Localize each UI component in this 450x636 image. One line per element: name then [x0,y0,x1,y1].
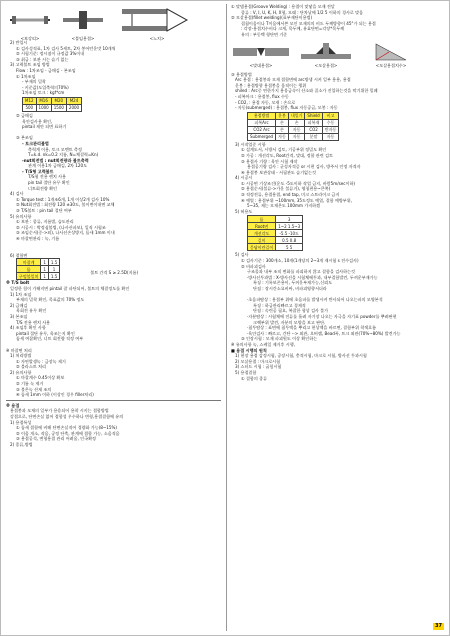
text-line: ② 이음 개소, 작음, 공정 단축, 관계에 접합 가능, 소음적음 [16,430,120,436]
text-line: 종류 : V, I, U, K, H, X형, 모래 : 단차날에 1/2 5 이하의 경사로 맞음 [241,9,364,15]
text-line: 특징 : 기록보존용이, 두꺼운부재가능,신뢰도 [253,280,333,286]
text-line: - 키준값(도입축력의70%) [22,84,69,90]
text-line: 관계 이용1차 금매김, 2차 120도 [28,163,88,169]
text-line: 3) 시작업준 시항 [235,141,266,147]
text-line: 3) 본조임 [10,313,28,319]
text-line: ※ 유의사항 녹, 스케일 제거후 시행, [231,341,295,347]
diagram-caption: <모살용접치수> [375,63,407,69]
table-cell: 손 [276,119,289,126]
table-cell: 5 5 [276,244,303,251]
text-line: ② 기름 녹 제거 [16,381,44,387]
text-line: ·자분탐상 : 시험체에 전류를 흘려 자기장 나오는 자극을 자기표 powder를 뿌려판현 [247,313,397,319]
table-header-cell: Shield [305,112,322,119]
text-line: ① 시공면 기상조건(운도 -5도이하 작업 금지, 바람5m/sec이하) [241,180,356,186]
text-line: 4) 시공시 [235,175,253,181]
weld-intro-line: 용접봉과 모재의 일부가 용융되어 용착 시키는 접합방법 [10,408,109,414]
table-cell: 개선각도 [248,230,276,237]
text-line: ② 비파괴검사 [241,263,266,269]
text-line: ③ 용접방법 [231,71,252,77]
text-line: - 피복아크 : 용접봉, flux 수동 [235,93,289,99]
text-block [231,4,446,38]
text-line: 구조물과 내부 조직 변화를 파괴하지 않고 결함을 검사하는것 [247,269,355,275]
text-line: ③ 조임순서(중->외), 나사선손상방지, 틈새 1mm 이내 [16,230,115,236]
text-line: 부재의 밀착 확인, 목표값의 70% 정도 [16,297,85,303]
table-cell: 1.5 [48,259,59,266]
text-line: 2) 금매김 [10,302,28,308]
text-line: ③ 취급 : 보관 시는 습기 없는 [16,56,69,62]
table-cell: 손 [276,126,289,133]
table-header-cell: 내일기 [288,112,305,119]
text-line: ② 모살용접(fillet welding)(표부재단이용법) [231,15,313,21]
table-cell: 수동 [322,119,339,126]
weld-method-table [247,112,339,141]
table-cell: Submerged [248,133,276,140]
diagram-caption: <붙임용접> [71,35,95,41]
text-line: ① Torque test : 1개조6개, 1개 이상2개 검사 10% [16,196,110,202]
text-line: 크랙부위 발견, 자분의 모양을 보고 판단. [253,319,326,325]
text-line: ④ 마찰면관리 : 녹, 기름 [16,236,60,241]
text-line: 틈세 여잡확인, 너트 회전량 적정 여부 [16,336,84,342]
text-line: 6) 접합면 [10,252,28,258]
table-cell: 1~2 1.5~3 [276,223,303,230]
table-header-cell: M20 [51,97,66,104]
text-block [231,252,446,381]
table-cell: 1 [41,266,49,273]
text-line: - 자동(submerged) : 용접봉, flux 자동공급, 모봉 : 자동 [235,105,338,111]
text-block [231,72,446,111]
column-divider [226,4,227,631]
table-cell: 자동 [288,126,305,133]
text-line: ② 블라스트 처리 [16,364,46,370]
text-block [6,420,221,448]
left-column [6,4,221,448]
text-line: pintail 제안 되면 표하기 [22,124,67,130]
table-cell: 500 [23,104,37,111]
text-line: T/S형 전용 렌치 사용 [28,174,67,180]
text-line: 5) 유의사항 [10,213,32,219]
text-line: 2) 종류,방법 [10,442,33,447]
table-cell: Root면 [248,223,276,230]
text-line: ※ 마찰면 처리 [6,347,32,353]
text-block [231,142,446,215]
table-cell: 자동 [322,133,339,140]
text-line: T=k.d. nk=0.2 지름, N=체결력=Kn) [28,152,99,158]
diagram-attached-weld [59,6,107,40]
text-line: ① 보관 : 종류, 지름별, 습도관리 [16,219,74,225]
text-line: 1) 1차 조임 [10,291,32,297]
text-line: -nut회전법 : nut회전량과 볼트축력 [22,157,89,163]
text-line: ④ 예열 : 용접부위 ~100mm, 35도정도 예열, 결함 예방부위, [241,197,353,203]
text-line: 5~35, 제는 모재온도 100mm 가지하겠 [247,203,321,209]
gap-table [16,258,60,280]
text-line: ① 설계도서, 시방서 검토, 기공부위 정밀도 확인 [241,147,327,153]
table-cell: 틈 [17,266,41,273]
text-line: 단점 : 숙련공 필요, 복잡한 형상 검사 불가 [253,308,329,314]
diagram-notch [112,6,202,40]
text-line: ② 시공시 : 박정심볼법, (나사산파보), 일직 시험조 [16,224,106,230]
text-line: 유의 : 부동맥 형단면 기준 [241,31,288,37]
diagram-reinforcing-band [6,6,54,40]
text-line: ·침투탐상 : 표면에 침투액을 뿌리고 현상액을 바르면, 결함부위 착색흐름 [247,325,377,331]
text-line: ※ T/S bolt [6,280,30,286]
text-line: ■ 용접 시행의 원칙 [231,347,267,353]
text-line: 2) 모살용접 : 마크로시험 [235,358,281,364]
text-line: ① 마찰계수 0.45이상 확보 [16,375,65,381]
table-cell: 1000 [36,104,51,111]
text-line: 겹침이음이나 T이음에서쓴 모인 모재의의 비드 두께방향이 45°가 되는 용접 [241,20,376,26]
text-line: 육안검사용 확인, [22,118,53,124]
text-line: 1) 처리방법 [10,353,32,359]
diagram-caption: <맞대용접> [249,63,273,69]
text-line: ① 검사기준 : 300개소, 10개(1개당의 2~3개 재시험 s 전수검사) [241,258,359,264]
text-line: 너트회전량 확인 [28,185,57,191]
weld-section-title: ※ 용접 [6,402,20,408]
page-number: 37 [435,623,442,629]
text-line: ① 1차조임 [16,73,36,79]
torque-table [22,97,82,112]
table-cell: 길이 [248,237,276,244]
table-header-cell: M12 [23,97,37,104]
divider [6,400,221,401]
text-line: 일정한 힘이 가해지면 pintail 잘 파단되어, 볼트의 체결정도를 확인 [10,285,130,291]
text-line: ② 시험기준: 정시점이 규정값 3%이내 [16,51,85,57]
table-cell: 1 [48,266,59,273]
table-cell: 분말 [305,133,322,140]
text-line: ① 자연발생녹 : 금장녹 제거 [16,358,66,364]
text-line: T/S 전용 렌치 사용 [16,319,51,325]
table-cell: 구멍불일치 [17,273,41,280]
text-line: ① 틈새 접합에 비해 단면손실적어 경량화 가능(8~15%) [16,425,117,431]
text-line: ④ 용접봉 보관상태 - 서필관도 습기없는것 [241,169,316,175]
table-header-cell: M24 [66,97,81,104]
text-line: Flow : 1차조임 - 금매김 - 본조임 [16,67,76,73]
text-block [6,280,221,397]
text-line: 1차조임 토크 : kgf*cm [22,90,65,96]
text-line: ① 맞댐용접(Groove Welding) : 용접이 맞닿을 모재 전달 [231,4,335,9]
text-line: pin tail 절단 유무 확인 [28,180,70,186]
diagram-fillet-size [361,42,421,70]
diagram-caption: <보강띠> [20,35,40,41]
text-line: 5) 용접결함 [235,369,257,375]
text-line: 3) 고력볼트 조임 방법 [10,62,50,68]
table-cell: 1 [41,259,49,266]
gap-note: 볼트 간격 S ≥ 2.5D(지름) [90,270,139,276]
table-cell: 손 [288,119,305,126]
text-line: ② Nut회전법 : 회전량 120 ±30도, 볼이변이내면 교체 [16,202,115,208]
table-cell: 마찰계 [17,259,41,266]
text-line: 4) 검사 [10,191,24,197]
text-line: ② 가공 : 개선각도, Root간격, 맞대, 정합 관련 검토 [241,152,333,158]
text-line: 운봉 : 용접방향 용접봉을 움직이는 행위 [235,82,307,88]
right-column [231,4,446,381]
text-line: ① 검사성적표, 1차 검사 5세트, 2차 봉어던운맛 10개씩 [16,45,116,51]
text-line: 특징 : 하급관리빠르고 경제적 [253,302,306,308]
text-block [6,40,221,96]
text-line: 육회전 유무 확인 [16,308,47,314]
weld-diagrams [231,40,446,70]
text-line: ① 결함의 종류 [241,375,268,381]
text-line: 4) 조임후 확인 사항 [10,325,46,331]
text-line: 축력계 이용, 토크 모멘트 측정 [28,146,82,152]
table-cell: 응답이란길이 [248,244,276,251]
table-cell: 1500 [51,104,66,111]
text-line: - 토크관리볼법 [22,140,49,146]
bolt-diagrams [6,4,221,40]
text-line: Arc 용접 : 용접봉과 모재 접합면에 arc방생 시켜 일부 용용, 용접 [235,77,351,83]
table-cell: 반자동 [322,126,339,133]
text-line: ③ T/S볼트 : pin tail 절단 여부 [16,208,72,214]
text-line: ③ 본조임 [16,135,33,141]
table-cell: 3 [276,216,303,223]
text-line: 2) 반입시 [10,40,28,45]
text-line: ③ 용접공석, 변형용접 관리 어려움, 인국확정 [16,436,97,442]
text-line: : 각장-용접치수비다 크게, 목두께, 유효단면=각장*목두께 [241,26,345,32]
text-line: ·방사선투과법 : X-방사선을 시험체에투과, 내부결함발견, 두꺼운부재가능 [247,274,378,280]
text-line: 2) 유의사항 [10,369,32,375]
table-header-cell: 용접방법 [248,112,276,119]
table-cell: 틈 [248,216,276,223]
table-cell: 자동 [288,133,305,140]
diagram-butt-weld [231,42,291,70]
text-line: ③ 인장시험 : 모재 파괴원도 이상 확인하는 [241,336,318,342]
table-header-cell: M16 [36,97,51,104]
text-line: 1) 용접특성 [10,419,32,425]
diagram-caption: <모살용접> [314,63,338,69]
text-line: - T/S형 고력볼트 [22,168,54,174]
text-line: ·육안검사 : 빠르고, 간단 --> 외관, 오버랩, Bead폭, 트크 외관(70%~80%) 발견가능 [247,330,401,336]
text-line: shiled : Arc중 연한가지 용융금속이 산소와 질소가 진입하는것을 막기위한 밀폐 [235,88,378,94]
text-line: ③ 적정전류, 용접용접, end tap, 미크 스트라이크 금지 [241,192,340,198]
text-line: ③ 볼은녹 산제 조치 [16,386,52,392]
text-line: - CO2, : 용접 자동, 모재 : 손으로 [235,99,296,105]
table-cell: 0.5 0.8 [276,237,303,244]
table-cell: CO2 [305,126,322,133]
diagram-caption: <노치> [149,35,165,41]
text-line: pintail 절단 유무, 육조는지 확인 [16,330,75,336]
table-cell: 2000 [66,104,81,111]
text-block [6,113,221,258]
text-line: 5) 검사 [235,252,249,258]
table-cell: 피복재 [305,119,322,126]
diagram-fillet-weld [296,42,356,70]
text-line: - 부재의 밀착 [22,79,46,85]
table-cell: CO2 Arc [248,126,276,133]
tolerance-table [247,215,303,251]
table-cell: 자동 [276,133,289,140]
weld-intro-line: 강접으로, 단면손실 없어 접합성 우수하나 변형,용접결함에 유의 [10,414,124,420]
text-line: ·초음파탐상 : 용접부 위에 초음파를 발생시켜 반사되어 나오는파의 모양본석 [247,297,383,303]
text-line: ② 용접순서(불류->가운 불류거), 영청편용~큰쪽) [241,186,331,192]
text-line: 5) 허용도 [235,208,253,214]
table-header-cell: 비고 [322,112,339,119]
text-line: ④ 틈새 1mm 이하 (이상인 경우 filler처리) [16,392,94,398]
text-line: 3) 스터드 시험 : 굽힘시험 [235,364,282,370]
table-cell: 1 [41,273,49,280]
text-line: 단점 : 장시간소요비싸, 비파괴영향서더라 [253,286,327,291]
text-line: 용접공기량 검사 : 균성자격증 or 시편 검사, 방주서 인정 자격자 [247,164,361,170]
text-line: ② 금매김 [16,112,33,118]
text-line: ③ 용접사 기량 : 육안 시험 제작 [241,158,298,164]
table-cell: 1.5 [48,273,59,280]
table-cell: 피복Arc [248,119,276,126]
table-header-cell: 운봉 [276,112,289,119]
text-line: 1) 현장 용접 감정시험, 공장시험, 충격시험, 마크로 시험, 방사선 투과시험 [235,353,367,359]
table-cell: -5.5 -10도 [276,230,303,237]
